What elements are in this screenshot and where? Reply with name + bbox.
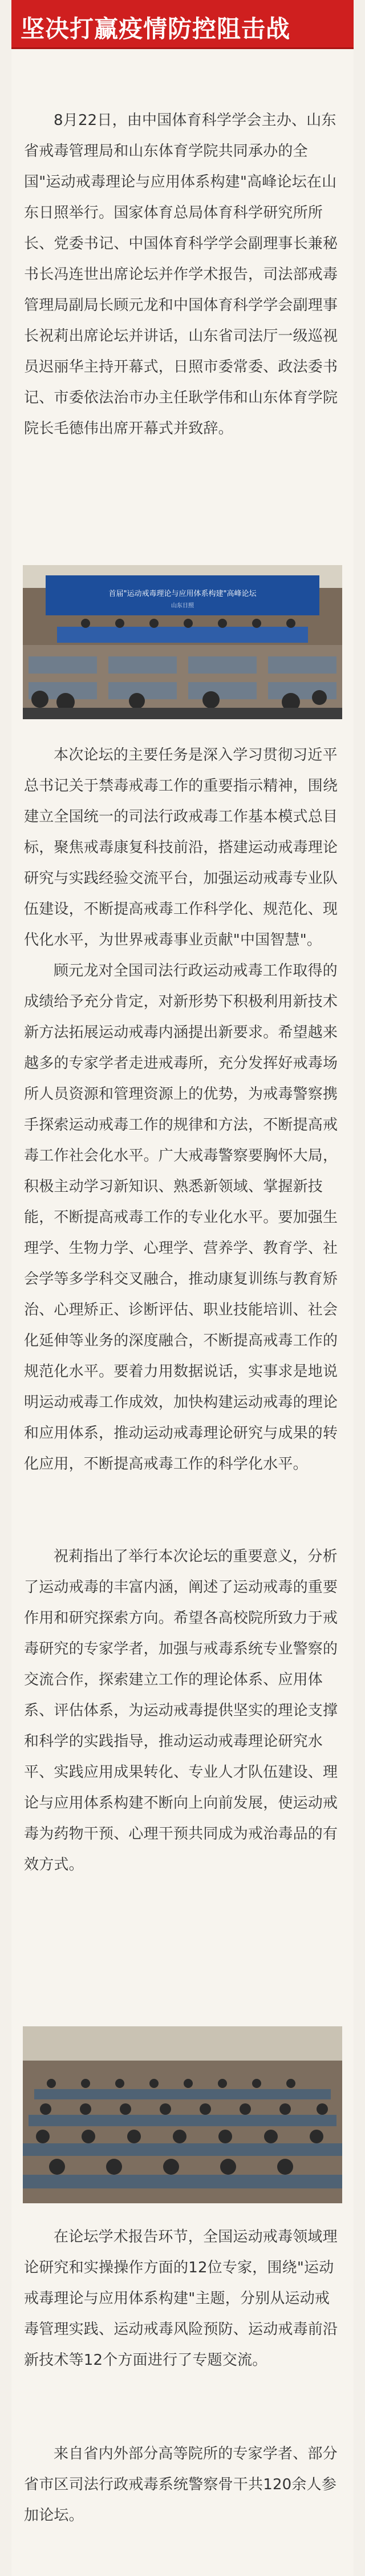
forum-stage-illustration: [23, 565, 342, 719]
paragraph-2: 本次论坛的主要任务是深入学习贯彻习近平总书记关于禁毒戒毒工作的重要指示精神，围绕建立全国统一的司法行政戒毒工作基本模式总目标，聚焦戒毒康复科技前沿，搭建运动戒毒理论研究与实践经验交流平台，加强运动戒毒专业队伍建设，不断提高戒毒工作科学化、规范化、现代化水平，为世界戒毒事业贡献"中国智慧"。: [24, 747, 338, 949]
paragraph-6: 来自省内外部分高等院所的专家学者、部分省市区司法行政戒毒系统警察骨干共120余人参加论坛。: [24, 2445, 338, 2524]
page-title: 坚决打赢疫情防控阻击战: [21, 15, 291, 43]
paragraph-3: 顾元龙对全国司法行政运动戒毒工作取得的成绩给予充分肯定，对新形势下积极利用新技术新方法拓展运动戒毒内涵提出新要求。希望越来越多的专家学者走进戒毒所，充分发挥好戒毒场所人员资源和管理资源上的优势，为戒毒警察携手探索运动戒毒工作的规律和方法，不断提高戒毒工作社会化水平。广大戒毒警察要胸怀大局，积极主动学习新知识、熟悉新领域、掌握新技能，不断提高戒毒工作的专业化水平。要加强生理学、生物力学、心理学、营养学、教育学、社会学等多学科交叉融合，推动康复训练与教育矫治、心理矫正、诊断评估、职业技能培训、社会化延伸等业务的深度融合，不断提高戒毒工作的规范化水平。要着力用数据说话，实事求是地说明运动戒毒工作成效，加快构建运动戒毒的理论和应用体系，推动运动戒毒理论研究与成果的转化应用，不断提高戒毒工作的科学化水平。: [24, 962, 338, 1473]
title-banner: [11, 0, 354, 49]
audience-hall-illustration: [23, 2026, 342, 2203]
forum-stage-photo: [23, 565, 342, 719]
paragraph-5: 在论坛学术报告环节，全国运动戒毒领域理论研究和实操操作方面的12位专家，围绕"运动戒毒理论与应用体系构建"主题，分别从运动戒毒管理实践、运动戒毒风险预防、运动戒毒前沿新技术等12个方面进行了专题交流。: [24, 2228, 338, 2369]
paragraph-1: 8月22日，由中国体育科学学会主办、山东省戒毒管理局和山东体育学院共同承办的全国"运动戒毒理论与应用体系构建"高峰论坛在山东日照举行。国家体育总局体育科学研究所所长、党委书记、中国体育科学学会副理事长兼秘书长冯连世出席论坛并作学术报告，司法部戒毒管理局副局长顾元龙和中国体育科学学会副理事长祝莉出席论坛并讲话，山东省司法厅一级巡视员迟丽华主持开幕式，日照市委常委、政法委书记、市委依法治市办主任耿学伟和山东体育学院院长毛德伟出席开幕式并致辞。: [24, 112, 338, 437]
stage-banner-text: 首届"运动戒毒理论与应用体系构建"高峰论坛: [108, 590, 257, 598]
audience-hall-photo: [23, 2026, 342, 2203]
stage-banner-subtext: 山东日照: [171, 603, 194, 609]
paragraph-4: 祝莉指出了举行本次论坛的重要意义，分析了运动戒毒的丰富内涵，阐述了运动戒毒的重要作用和研究探索方向。希望各高校院所致力于戒毒研究的专家学者，加强与戒毒系统专业警察的交流合作，探索建立工作的理论体系、应用体系、评估体系，为运动戒毒提供坚实的理论支撑和科学的实践指导，推动运动戒毒理论研究水平、实践应用成果转化、专业人才队伍建设、理论与应用体系构建不断向上向前发展，使运动戒毒为药物干预、心理干预共同成为戒治毒品的有效方式。: [24, 1548, 338, 1873]
